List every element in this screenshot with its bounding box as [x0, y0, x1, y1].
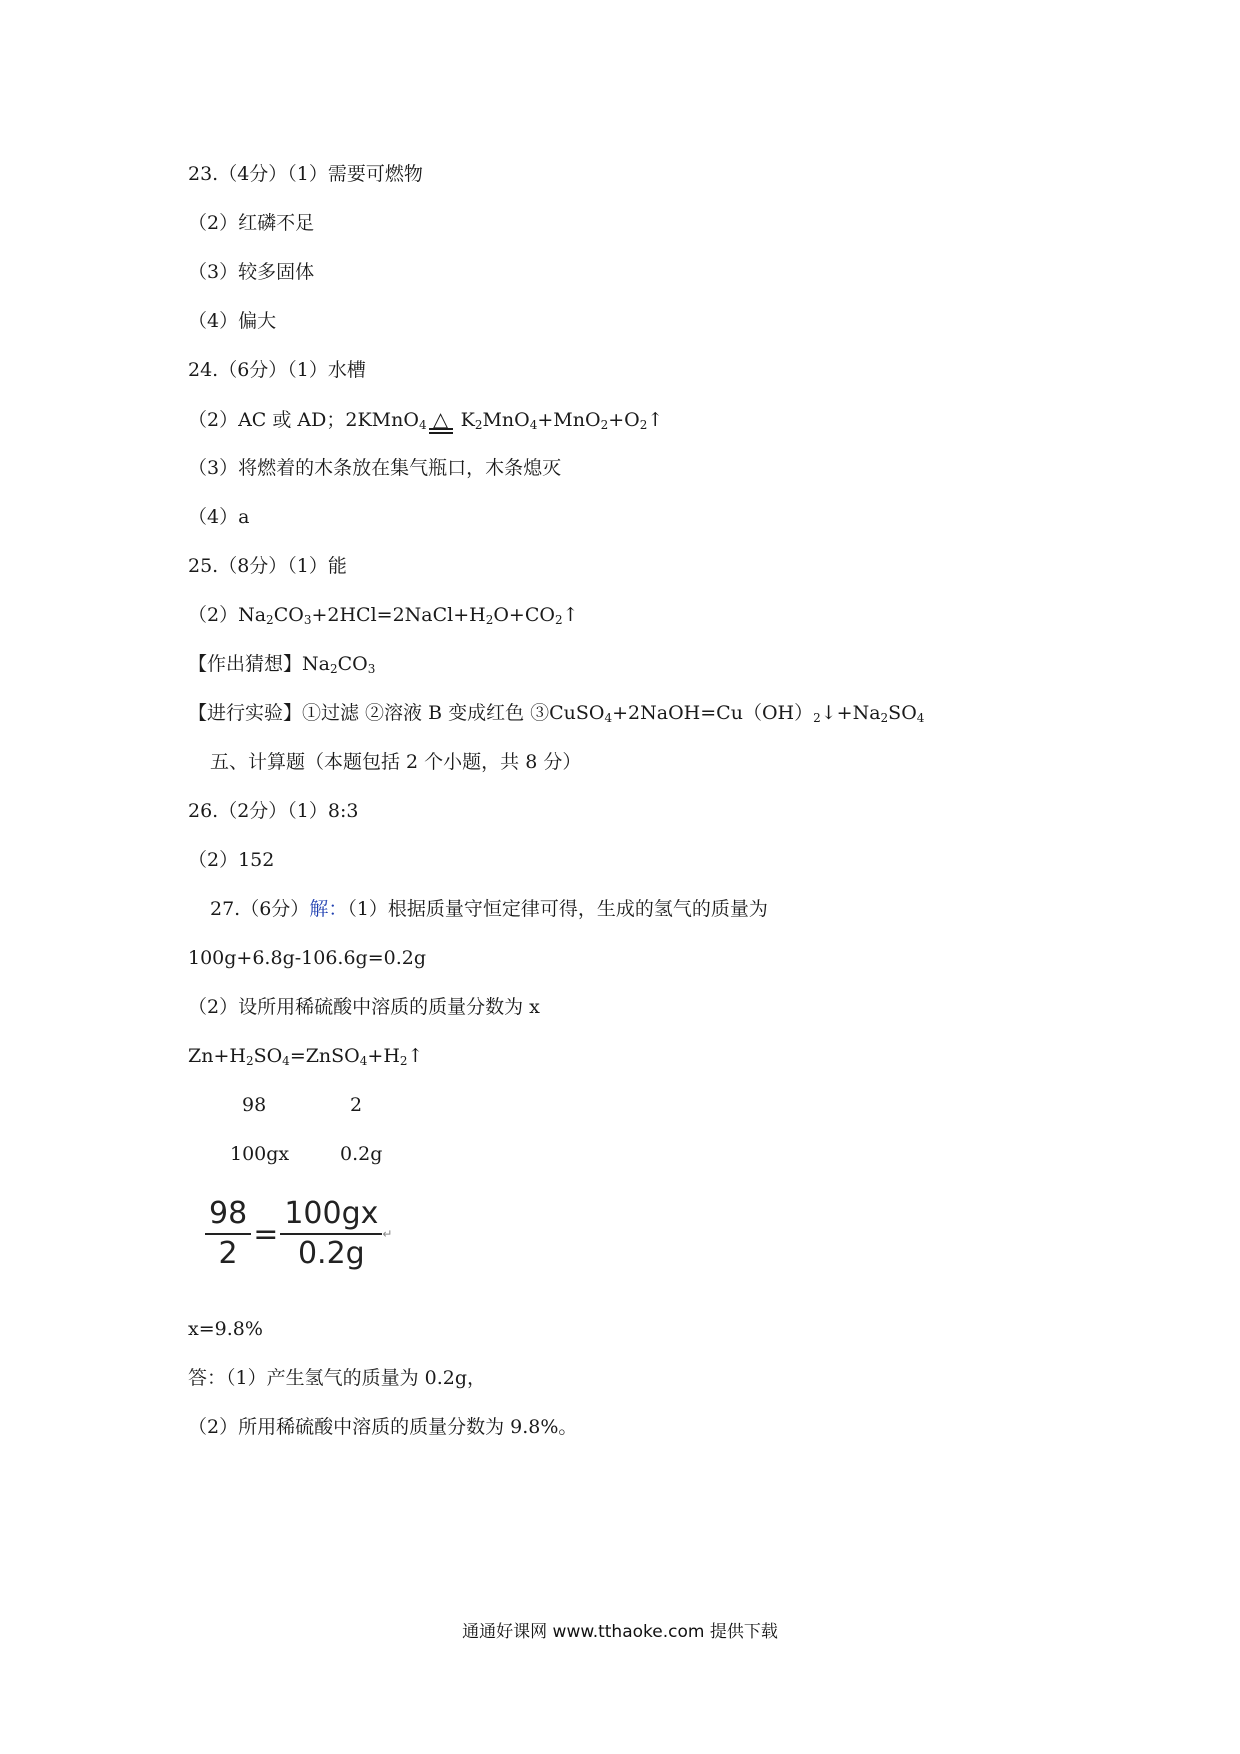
subscript: 2	[813, 711, 821, 725]
q25-text: +2HCl=2NaCl+H	[311, 604, 486, 626]
guess-text: 【作出猜想】Na	[188, 653, 330, 675]
up-arrow: ↑	[647, 409, 664, 431]
experiment-text: +2NaOH=Cu（OH）	[612, 702, 814, 724]
up-arrow: ↑	[407, 1045, 424, 1067]
q27-text: 27.（6分）	[210, 898, 310, 920]
subscript: 2	[639, 418, 648, 432]
q24-text: （2）AC 或 AD；2KMnO	[188, 409, 419, 431]
molar-mass-2: 2	[350, 1094, 363, 1116]
subscript: 4	[529, 418, 538, 432]
mass-100gx: 100gx	[230, 1143, 290, 1165]
guess-text: CO	[337, 653, 368, 675]
download-footer: 通通好课网 www.tthaoke.com 提供下载	[462, 1622, 778, 1642]
subscript: 2	[329, 662, 338, 676]
subscript: 4	[418, 418, 427, 432]
experiment-text: 【进行实验】①过滤 ②溶液 B 变成红色 ③CuSO	[188, 702, 605, 724]
fraction-numerator: 100gx	[284, 1196, 379, 1231]
x-result: x=9.8%	[188, 1318, 263, 1340]
subscript: 2	[554, 613, 563, 627]
subscript: 2	[399, 1054, 408, 1068]
q25-line: 25.（8分）（1）能	[188, 555, 347, 577]
equation-text: SO	[253, 1045, 283, 1067]
q24-text: K	[454, 409, 475, 431]
q24-part2	[188, 407, 663, 432]
experiment-line	[188, 701, 924, 725]
q23-part3: （3）较多固体	[188, 261, 315, 283]
q27-part2: （2）设所用稀硫酸中溶质的质量分数为 x	[188, 996, 540, 1018]
q25-part2	[188, 603, 579, 627]
answer-2: （2）所用稀硫酸中溶质的质量分数为 9.8%。	[188, 1416, 578, 1438]
subscript: 2	[474, 418, 483, 432]
subscript: 4	[359, 1054, 368, 1068]
subscript: 3	[303, 613, 312, 627]
q23-part4: （4）偏大	[188, 310, 277, 332]
subscript: 2	[245, 1054, 254, 1068]
fraction-numerator: 98	[209, 1196, 248, 1231]
q25-text: CO	[273, 604, 304, 626]
chemical-equation	[188, 1044, 423, 1068]
subscript: 2	[880, 711, 889, 725]
molar-mass-98: 98	[242, 1094, 267, 1116]
equals-bar	[429, 428, 453, 434]
q24-text: MnO	[482, 409, 530, 431]
up-arrow: ↑	[562, 604, 579, 626]
q24-text: +O	[608, 409, 640, 431]
q26-part2: （2）152	[188, 849, 275, 871]
q25-text: （2）Na	[188, 604, 267, 626]
equation-text: Zn+H	[188, 1045, 246, 1067]
q26-line: 26.（2分）（1）8:3	[188, 800, 359, 822]
q24-part4: （4）a	[188, 506, 250, 528]
subscript: 3	[367, 662, 376, 676]
experiment-text: ↓+Na	[820, 702, 881, 724]
q24-text: +MnO	[537, 409, 601, 431]
q27-solve-label: 解：	[309, 898, 348, 920]
proportion-equation	[205, 1195, 392, 1273]
experiment-text: SO	[888, 702, 917, 724]
subscript: 2	[266, 613, 274, 627]
equation-text: +H	[367, 1045, 400, 1067]
q27-text: （1）根据质量守恒定律可得，生成的氢气的质量为	[347, 898, 768, 920]
subscript: 4	[282, 1054, 290, 1068]
q24-line: 24.（6分）（1）水槽	[188, 359, 366, 381]
fraction-right	[280, 1195, 382, 1273]
q23-line: 23.（4分）（1）需要可燃物	[188, 163, 423, 185]
subscript: 4	[604, 711, 613, 725]
q27-line	[210, 897, 768, 921]
fraction-denominator: 0.2g	[297, 1236, 365, 1271]
equation-text: =ZnSO	[289, 1045, 360, 1067]
equals-sign: =	[253, 1216, 279, 1252]
mass-0-2g: 0.2g	[340, 1143, 383, 1165]
subscript: 4	[916, 711, 925, 725]
section-heading: 五、计算题（本题包括 2 个小题，共 8 分）	[210, 751, 582, 773]
subscript: 2	[600, 418, 609, 432]
triangle-icon: △	[432, 407, 449, 431]
answer-1: 答：（1）产生氢气的质量为 0.2g，	[188, 1367, 487, 1389]
q23-part2: （2）红磷不足	[188, 212, 315, 234]
q24-part3: （3）将燃着的木条放在集气瓶口，木条熄灭	[188, 457, 562, 479]
paragraph-return-mark: ↵	[382, 1227, 393, 1241]
fraction-left	[205, 1195, 251, 1273]
q27-calc: 100g+6.8g-106.6g=0.2g	[188, 947, 427, 969]
subscript: 2	[485, 613, 494, 627]
guess-line	[188, 652, 375, 676]
fraction-denominator: 2	[218, 1236, 238, 1271]
q25-text: O+CO	[493, 604, 555, 626]
heat-condition-symbol	[429, 407, 453, 432]
